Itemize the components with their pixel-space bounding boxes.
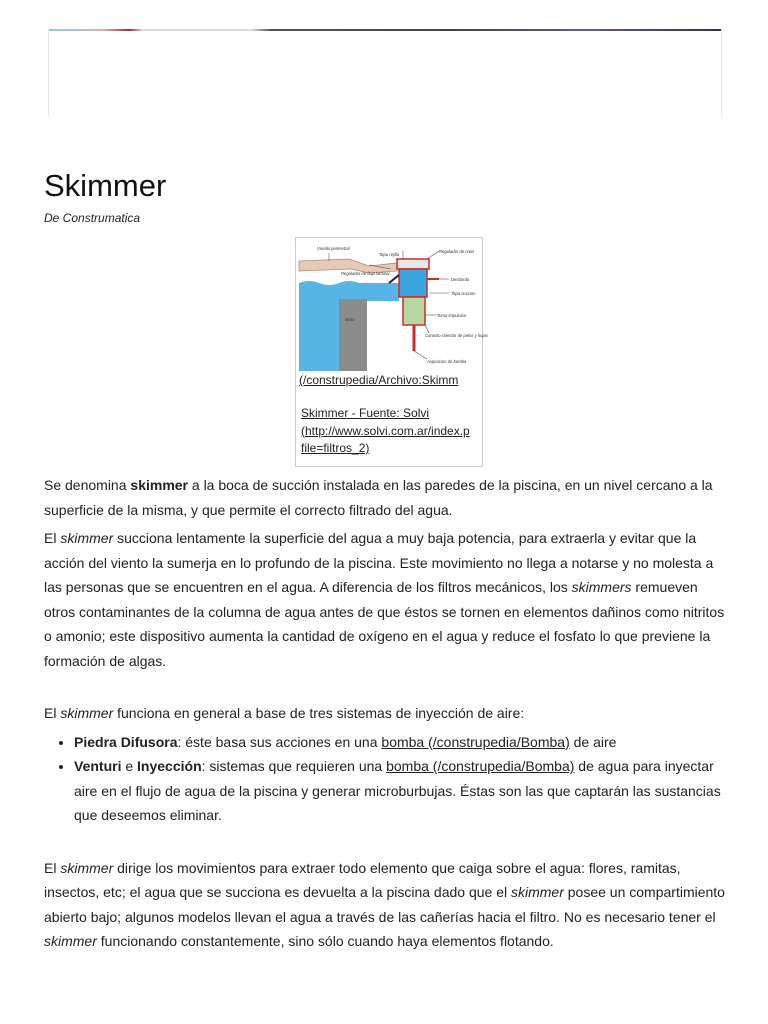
skimmer-basket xyxy=(403,297,425,325)
label-tapa-succion: Tapa succion xyxy=(451,291,476,296)
italic-term: skimmer xyxy=(60,530,114,546)
label-canasto: Canasto colector de pelos y hojas xyxy=(425,333,488,338)
text: remueven otros contaminantes de la columna de agua antes de que éstos se tornen en elementos dañinos como nitritos o amonio; este dispositivo aumenta la cantidad de oxígeno en el agua y reduce el fosfato lo que previene la formación de algas. xyxy=(44,579,725,669)
page-title: Skimmer xyxy=(44,168,167,203)
wall-shape xyxy=(339,299,367,371)
systems-list xyxy=(44,730,728,828)
paragraph-function xyxy=(44,856,728,954)
label-muro: Muro xyxy=(345,317,355,322)
text: El xyxy=(44,530,61,546)
bold-term: skimmer xyxy=(130,477,188,493)
text: a la boca de succión instalada en las paredes de la piscina, en un nivel cercano a la superficie de la misma, y que permite el correcto filtrado del agua. xyxy=(44,477,713,518)
page-subtitle: De Construmatica xyxy=(44,211,141,225)
label-varella: Varella perimetral xyxy=(317,246,350,251)
text: : sistemas que requieren una xyxy=(201,758,387,774)
ad-banner[interactable] xyxy=(48,29,722,117)
text: : éste basa sus acciones en una xyxy=(177,733,382,750)
bomba-link[interactable]: bomba (/construpedia/Bomba) xyxy=(386,758,575,774)
list-item xyxy=(74,730,728,755)
italic-term: skimmer xyxy=(60,705,114,721)
article-body xyxy=(44,473,728,954)
caption-line-1: Skimmer - Fuente: Solvi xyxy=(301,406,430,420)
text: posee un compartimiento abierto bajo; algunos modelos llevan el agua a través de las cañerías hacia el filtro. No es necesario tener el xyxy=(44,884,725,925)
italic-term: skimmers xyxy=(571,579,632,595)
paragraph-description xyxy=(44,526,728,673)
text: succiona lentamente la superficie del agua a muy baja potencia, para extraerla y evitar que la acción del viento la sumerja en lo profundo de la piscina. Este movimiento no llega a notarse y no molesta a las personas que se encuentren en el agua. A diferencia de los filtros mecánicos, los xyxy=(44,530,714,595)
figure-file-link[interactable]: (/construpedia/Archivo:Skimm xyxy=(299,373,459,387)
label-toma-impulsion: Toma impulsion xyxy=(437,313,467,318)
bold-term: Venturi xyxy=(74,758,122,774)
italic-term: skimmer xyxy=(510,884,564,900)
text: El xyxy=(44,705,61,721)
text: El xyxy=(44,859,61,876)
label-desbordo: Desbordo xyxy=(451,277,470,282)
italic-term: skimmer xyxy=(60,859,114,876)
text: dirige los movimientos para extraer todo elemento que caiga sobre el agua: flores, ramitas, insectos, etc; el agua que se succiona es devuelta a la piscina dado que el xyxy=(44,859,681,900)
list-item xyxy=(74,754,728,828)
skimmer-figure xyxy=(295,237,488,467)
skimmer-diagram[interactable] xyxy=(299,241,488,371)
paragraph-intro xyxy=(44,473,728,522)
label-tapa-rejilla: Tapa rejilla xyxy=(379,252,400,257)
banner-top-line xyxy=(49,29,721,31)
skimmer-flap xyxy=(389,275,399,283)
skimmer-lid xyxy=(397,259,429,269)
bold-term: Inyección xyxy=(137,758,202,774)
text: funcionando constantemente, sino sólo cuando haya elementos flotando. xyxy=(96,933,554,949)
caption-line-2: (http://www.solvi.com.ar/index.p xyxy=(301,423,470,438)
text: de agua para inyectar aire en el flujo de agua de la piscina y generar microburbujas. Éstas son las que captarán las sustancias que deseemos eliminar. xyxy=(74,758,721,823)
text: Se denomina xyxy=(44,477,131,493)
text: de aire xyxy=(569,733,617,750)
label-regulador-nivel: Regulador de nivel xyxy=(439,249,474,254)
text: e xyxy=(121,758,138,774)
caption-line-3: file=filtros_2) xyxy=(301,441,370,455)
label-aspiracion: Aspiracion de bomba xyxy=(427,359,467,364)
label-regulador-flujo: Regulador de flujo laminar xyxy=(341,271,390,276)
italic-term: skimmer xyxy=(44,933,97,949)
bold-term: Piedra Difusora xyxy=(74,733,178,750)
figure-caption[interactable] xyxy=(301,405,483,458)
text: funciona en general a base de tres sistemas de inyección de aire: xyxy=(113,705,525,721)
skimmer-chamber xyxy=(399,269,427,297)
paragraph-systems xyxy=(44,701,728,726)
bomba-link[interactable]: bomba (/construpedia/Bomba) xyxy=(381,733,570,750)
